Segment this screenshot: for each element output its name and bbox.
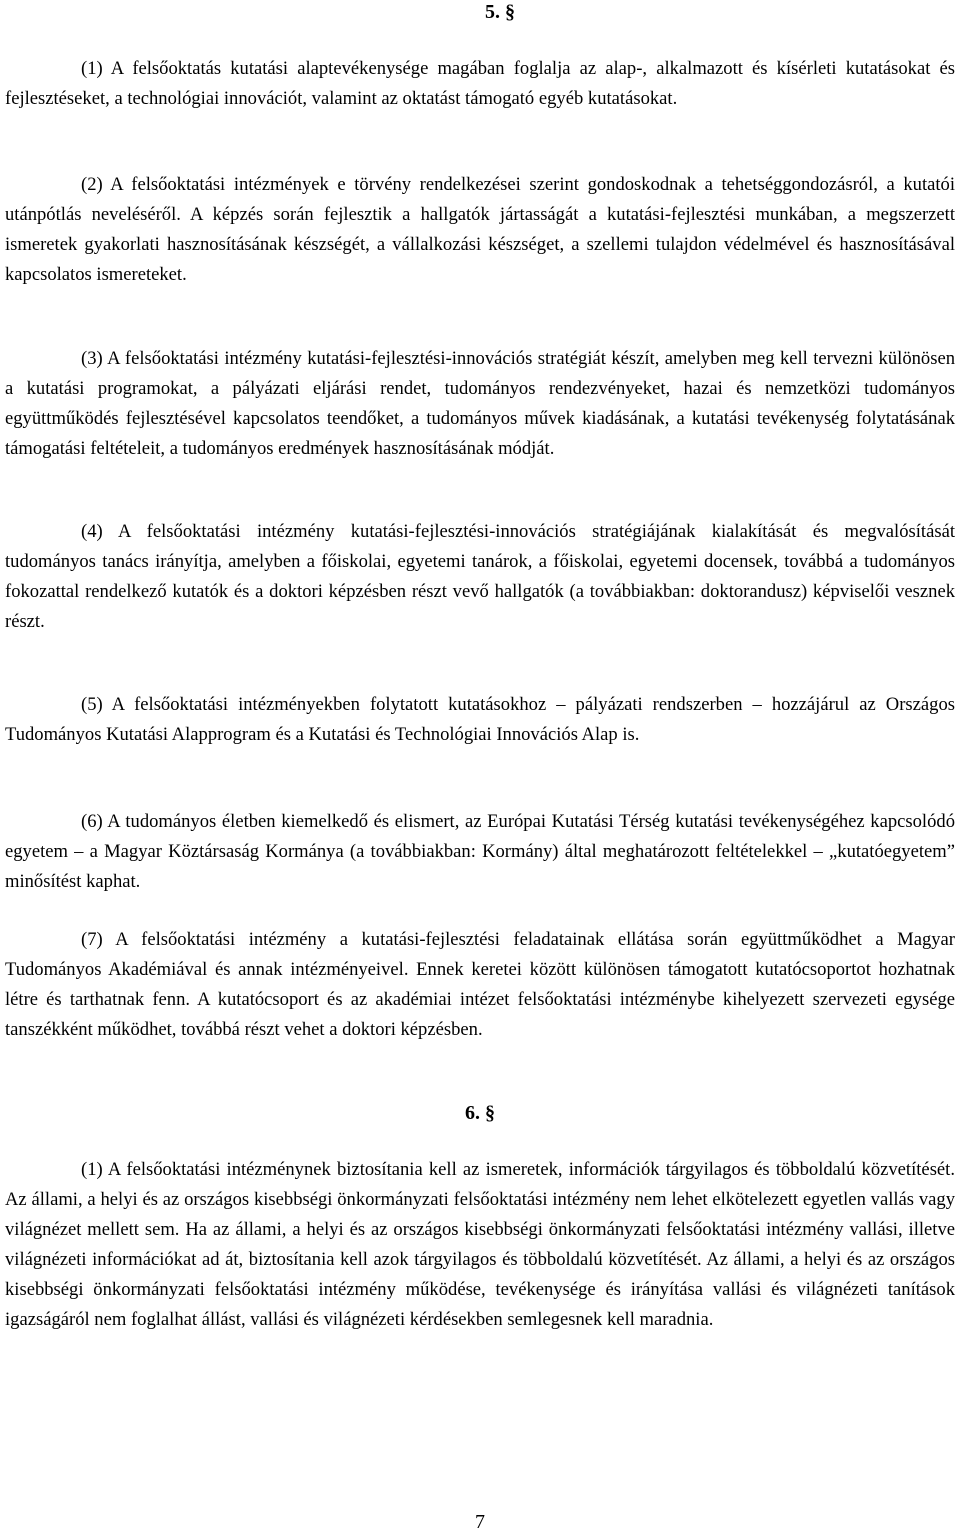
paragraph-5-5: (5) A felsőoktatási intézményekben folytatott kutatásokhoz – pályázati rendszerben – hozzájárul az Országos Tudományos Kutatási Alapprogram és a Kutatási és Technológiai Innovációs Alap is. [5,694,955,745]
section-heading-5: 5. § [485,1,515,23]
paragraph-5-4: (4) A felsőoktatási intézmény kutatási-fejlesztési-innovációs stratégiájának kialakítását és megvalósítását tudományos tanács irányítja, amelyben a főiskolai, egyetemi tanárok, a főiskolai, egyetemi docensek, továbbá a tudományos fokozattal rendelkező kutatók és a doktori képzésben részt vevő hallgatók (a továbbiakban: doktorandusz) képviselői vesznek részt. [5,521,955,632]
paragraph-5-2: (2) A felsőoktatási intézmények e törvény rendelkezései szerint gondoskodnak a tehetséggondozásról, a kutatói utánpótlás neveléséről. A képzés során fejlesztik a hallgatók jártasságát a kutatási-fejlesztési munkában, a megszerzett ismeretek gyakorlati hasznosításának készségét, a vállalkozási készséget, a szellemi tulajdon védelmével és hasznosításával kapcsolatos ismereteket. [5,174,955,285]
paragraph-5-7: (7) A felsőoktatási intézmény a kutatási-fejlesztési feladatainak ellátása során együttműködhet a Magyar Tudományos Akadémiával és annak intézményeivel. Ennek keretei között különösen támogatott kutatócsoportot hozhatnak létre és tarthatnak fenn. A kutatócsoport és az akadémiai intézet felsőoktatási intézménybe kihelyezett szervezeti egysége tanszékként működhet, továbbá részt vehet a doktori képzésben. [5,929,955,1040]
paragraph-6-1: (1) A felsőoktatási intézménynek biztosítania kell az ismeretek, információk tárgyilagos és többoldalú közvetítését. Az állami, a helyi és az országos kisebbségi önkormányzati felsőoktatási intézmény nem lehet elkötelezett egyetlen vallás vagy világnézet mellett sem. Ha az állami, a helyi és az országos kisebbségi önkormányzati felsőoktatási intézmény vallási, illetve világnézeti információkat ad át, biztosítania kell azok tárgyilagos és többoldalú közvetítését. Az állami, a helyi és az országos kisebbségi önkormányzati felsőoktatási intézmény működése, tevékenysége és irányítása vallási és világnézeti tanítások igazságáról nem foglalhat állást, vallási és világnézeti kérdésekben semlegesnek kell maradnia. [5,1159,955,1330]
paragraph-5-6: (6) A tudományos életben kiemelkedő és elismert, az Európai Kutatási Térség kutatási tevékenységéhez kapcsolódó egyetem – a Magyar Köztársaság Kormánya (a továbbiakban: Kormány) által meghatározott feltételekkel – „kutatóegyetem” minősítést kaphat. [5,811,955,892]
section-heading-6: 6. § [465,1102,495,1124]
page-number: 7 [475,1511,485,1533]
paragraph-5-3: (3) A felsőoktatási intézmény kutatási-fejlesztési-innovációs stratégiát készít, amelyben meg kell tervezni különösen a kutatási programokat, a pályázati eljárási rendet, tudományos rendezvényeket, hazai és nemzetközi tudományos együttműködés fejlesztésével kapcsolatos teendőket, a tudományos művek kiadásának, a kutatási tevékenység folytatásának támogatási feltételeit, a tudományos eredmények hasznosításának módját. [5,348,955,459]
paragraph-5-1: (1) A felsőoktatás kutatási alaptevékenysége magában foglalja az alap-, alkalmazott és kísérleti kutatásokat és fejlesztéseket, a technológiai innovációt, valamint az oktatást támogató egyéb kutatásokat. [5,58,955,109]
